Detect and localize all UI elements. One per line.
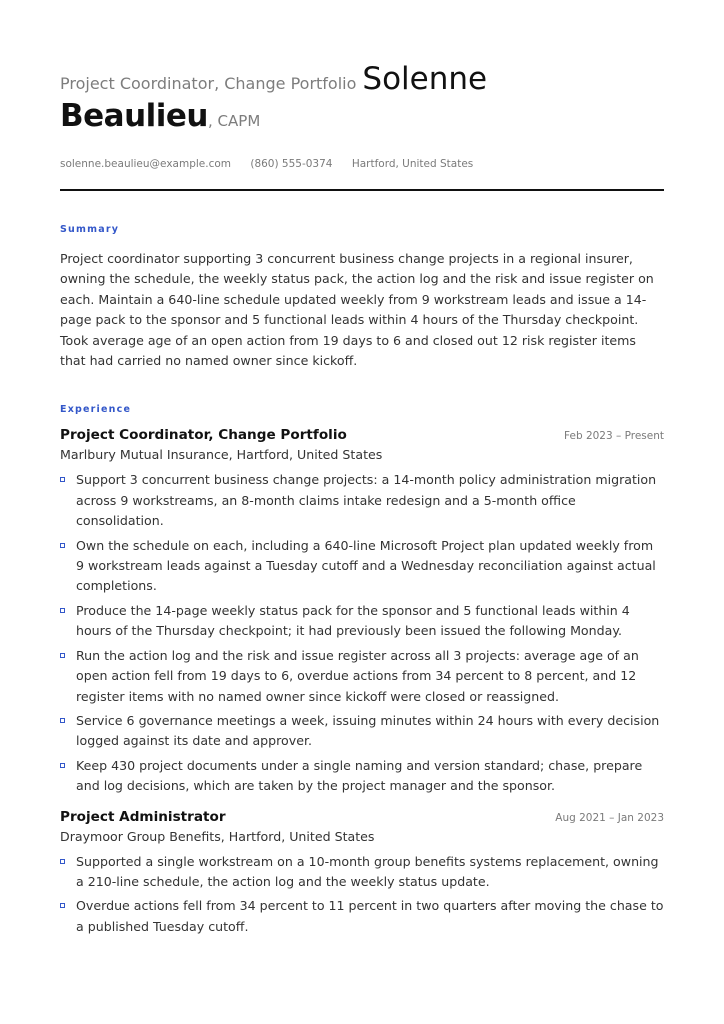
bullet-text: Overdue actions fell from 34 percent to 11 percent in two quarters after moving the chase to a published Tuesday cutoff. xyxy=(76,898,664,934)
summary-text: Project coordinator supporting 3 concurrent business change projects in a regional insurer, owning the schedule, the weekly status pack, the action log and the risk and issue register on each. Maintain a 640-line schedule updated weekly from 9 workstream leads and issue a 14-page pack to the sponsor and 5 functional leads within 4 hours of the Thursday checkpoint. Took average age of an open action from 19 days to 6 and closed out 12 risk register items that had carried no named owner since kickoff. xyxy=(60,251,654,369)
resume-page xyxy=(60,56,664,941)
experience-heading: Experience xyxy=(60,404,132,416)
last-name: Beaulieu xyxy=(60,98,208,134)
job-bullets xyxy=(60,470,664,796)
job-header xyxy=(60,809,664,825)
job-title: Project Administrator xyxy=(60,808,226,825)
job-company: Draymoor Group Benefits, Hartford, United States xyxy=(60,828,375,844)
summary-heading: Summary xyxy=(60,224,120,235)
job-header xyxy=(60,427,664,443)
bullet-item xyxy=(60,711,664,752)
square-bullet-icon xyxy=(60,903,65,908)
contact-phone: (860) 555-0374 xyxy=(250,158,333,170)
bullet-text: Supported a single workstream on a 10-month group benefits systems replacement, owning a 210-line schedule, the action log and the weekly status update. xyxy=(76,853,659,889)
bullet-item xyxy=(60,536,664,597)
job-title: Project Coordinator, Change Portfolio xyxy=(60,427,347,444)
bullet-text: Service 6 governance meetings a week, issuing minutes within 24 hours with every decision logged against its date and approver. xyxy=(76,712,660,749)
bullet-text: Keep 430 project documents under a single naming and version standard; chase, prepare and log decisions, which are taken by the project manager and the sponsor. xyxy=(76,757,643,794)
job-dates: Aug 2021 – Jan 2023 xyxy=(555,811,664,824)
job-company: Marlbury Mutual Insurance, Hartford, United States xyxy=(60,447,383,463)
job-entry xyxy=(60,427,664,796)
contact-location: Hartford, United States xyxy=(351,158,474,170)
square-bullet-icon xyxy=(60,718,65,723)
job-bullets xyxy=(60,852,664,938)
headline: Project Coordinator, Change Portfolio xyxy=(60,74,357,93)
square-bullet-icon xyxy=(60,763,65,768)
job-dates: Feb 2023 – Present xyxy=(564,430,664,443)
bullet-item xyxy=(60,896,664,937)
bullet-item xyxy=(60,601,664,642)
job-entry xyxy=(60,809,664,938)
square-bullet-icon xyxy=(60,477,65,482)
bullet-text: Run the action log and the risk and issue register across all 3 projects: average age of an open action fell from 19 days to 6, overdue actions from 34 percent to 8 percent, and 12 register items with no named owner since kickoff were closed or reassigned. xyxy=(76,647,639,704)
square-bullet-icon xyxy=(60,543,65,548)
credential: , CAPM xyxy=(208,112,261,130)
resume-header xyxy=(60,56,664,170)
bullet-item xyxy=(60,852,664,893)
square-bullet-icon xyxy=(60,859,65,864)
contact-line xyxy=(60,158,664,170)
square-bullet-icon xyxy=(60,653,65,658)
bullet-item xyxy=(60,646,664,707)
header-divider xyxy=(60,189,664,191)
bullet-text: Support 3 concurrent business change projects: a 14-month policy administration migration across 9 workstreams, an 8-month claims intake redesign and a 5-month office consolidation. xyxy=(76,472,657,529)
bullet-item xyxy=(60,756,664,797)
bullet-item xyxy=(60,470,664,531)
bullet-text: Own the schedule on each, including a 640-line Microsoft Project plan updated weekly from 9 workstream leads against a Tuesday cutoff and a Wednesday reconciliation against actual completions. xyxy=(76,537,656,594)
square-bullet-icon xyxy=(60,608,65,613)
bullet-text: Produce the 14-page weekly status pack for the sponsor and 5 functional leads within 4 hours of the Thursday checkpoint; it had previously been issued the following Monday. xyxy=(76,602,630,639)
contact-email: solenne.beaulieu@example.com xyxy=(60,158,231,170)
first-name: Solenne xyxy=(362,61,488,97)
